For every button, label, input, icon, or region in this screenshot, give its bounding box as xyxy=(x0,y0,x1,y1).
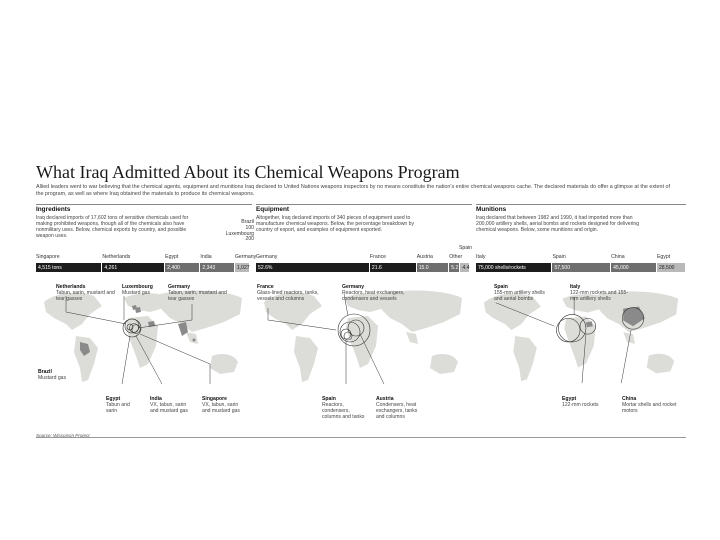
bar-value-label: 2,343 xyxy=(202,265,216,271)
bar-value-label: 28,500 xyxy=(658,265,675,271)
callout-country: Spain xyxy=(494,284,508,290)
callout-detail: Tabun and sarin xyxy=(106,402,130,414)
bar-category-label: India xyxy=(200,254,212,260)
bar-segment-germany xyxy=(235,263,249,272)
callout-detail: Mustard gas xyxy=(38,375,67,381)
bar-value-label: 1,027 xyxy=(236,265,250,271)
callout-detail: Reactors, condensers, columns and tanks xyxy=(322,402,365,420)
bar-category-label: Netherlands xyxy=(102,254,131,260)
bar-category-label: France xyxy=(369,254,387,260)
callout-detail: 155-mm artillery shells and aerial bombs xyxy=(494,290,545,302)
bar-segment-china xyxy=(611,263,656,272)
munitions-text: Iraq declared that between 1982 and 1990, it had imported more than 200,000 artillery shells, aerial bombs and rockets designed for delivering chemical weapons. Below, some munitions and origin. xyxy=(476,215,640,234)
bar-segment-spain xyxy=(552,263,610,272)
callout-detail: 122-mm rockets and 155-mm artillery shells xyxy=(570,290,629,302)
bar-segment-austria xyxy=(417,263,448,272)
bar-segment-spain xyxy=(460,263,469,272)
bar-category-label: Germany xyxy=(234,254,257,260)
page-title: What Iraq Admitted About its Chemical Weapons Program xyxy=(36,162,460,182)
ingredients-bar-labels xyxy=(36,254,257,262)
callout-germany-ingredients xyxy=(168,284,230,302)
bar-value-label: 15.0 xyxy=(418,265,429,271)
callout-india xyxy=(150,396,194,414)
bar-value-label: 4.4 xyxy=(462,265,470,271)
bar-segment-egypt xyxy=(657,263,685,272)
callout-italy xyxy=(570,284,636,302)
bar-value-label: 75,000 shells/rockets xyxy=(478,265,526,271)
callout-country: Austria xyxy=(376,396,394,402)
callout-detail: Mortar shells and rocket motors xyxy=(622,402,677,414)
bar-segment-other xyxy=(449,263,459,272)
callout-detail: Tabun, sarin, mustard and tear gasses xyxy=(168,290,227,302)
bar-segment-germany xyxy=(256,263,369,272)
callout-brazil xyxy=(38,369,78,381)
callout-country: China xyxy=(622,396,637,402)
munitions-section xyxy=(476,204,686,233)
bar-value-label: 4,261 xyxy=(104,265,118,271)
callout-austria xyxy=(376,396,426,420)
bottom-rule xyxy=(36,437,686,438)
callout-detail: Tabun, sarin, mustard and tear gasses xyxy=(56,290,115,302)
equipment-bar-labels xyxy=(256,254,470,262)
source-note: Source: Wisconsin Project xyxy=(36,433,90,438)
callout-country: France xyxy=(257,284,274,290)
callout-luxembourg xyxy=(122,284,166,296)
callout-spain-equipment xyxy=(322,396,368,420)
bar-segment-netherlands xyxy=(102,263,164,272)
callout-singapore xyxy=(202,396,246,414)
equipment-bar xyxy=(256,263,470,272)
bar-category-label: Italy xyxy=(476,254,486,260)
map-landmass xyxy=(484,291,678,381)
bar-value-label: 21.6 xyxy=(371,265,382,271)
callout-detail: VX, tabun, sarin and mustard gas xyxy=(150,402,188,414)
callout-china xyxy=(622,396,682,414)
bar-segment-singapore xyxy=(36,263,101,272)
bar-category-label: Egypt xyxy=(165,254,179,260)
callout-egypt-ingredients xyxy=(106,396,140,414)
bar-value-label: 57,500 xyxy=(554,265,571,271)
callout-detail: Condensers, heat exchangers, tanks and columns xyxy=(376,402,418,420)
bar-segment-egypt xyxy=(165,263,199,272)
bar-value-label: 52.6% xyxy=(258,265,273,271)
ingredients-heading: Ingredients xyxy=(36,204,252,213)
equipment-section xyxy=(256,204,472,233)
callout-country: Egypt xyxy=(106,396,121,402)
munitions-bar xyxy=(476,263,686,272)
bar-value-label: 2,400 xyxy=(167,265,180,271)
bar-category-label: Austria xyxy=(416,254,433,260)
callout-country: Luxembourg xyxy=(122,284,153,290)
callout-country: Brazil xyxy=(38,369,52,375)
callout-netherlands xyxy=(56,284,116,302)
ingredients-other-note: Brazil 100 Luxembourg 200 xyxy=(225,219,254,243)
germany-shape xyxy=(135,307,141,313)
egypt-shape xyxy=(586,321,593,327)
callout-germany-equipment xyxy=(342,284,414,302)
callout-country: Singapore xyxy=(202,396,227,402)
callout-country: Germany xyxy=(168,284,191,290)
bar-value-label: 5.2 xyxy=(451,265,459,271)
callout-france xyxy=(257,284,327,302)
callout-detail: Glass-lined reactors, tanks, vessels and columns xyxy=(257,290,319,302)
callout-detail: Reactors, heat exchangers, condensers and vessels xyxy=(342,290,405,302)
singapore-shape xyxy=(193,339,196,342)
equipment-text: Altogether, Iraq declared imports of 340 pieces of equipment used to manufacture chemical weapons. Below, the percentage breakdown by country of export, and examples of equipment exported. xyxy=(256,215,415,234)
callout-egypt-munitions xyxy=(562,396,612,408)
bar-segment-italy xyxy=(476,263,551,272)
callout-country: Germany xyxy=(342,284,365,290)
callout-country: Spain xyxy=(322,396,336,402)
callout-country: Italy xyxy=(570,284,581,290)
bar-value-label: 45,000 xyxy=(613,265,629,271)
bar-segment-india xyxy=(200,263,233,272)
callout-detail: VX, tabun, sarin and mustard gas xyxy=(202,402,240,414)
ingredients-text: Iraq declared imports of 17,602 tons of sensitive chemicals used for making prohibited weapons, though all of the chemicals also have nonmilitary uses. Below, chemical exports by country, and possible weapon uses. xyxy=(36,215,189,240)
equipment-heading: Equipment xyxy=(256,204,472,213)
bar-category-label: China xyxy=(611,254,625,260)
callout-country: Egypt xyxy=(562,396,577,402)
bar-segment-france xyxy=(370,263,416,272)
bar-category-label: Spain xyxy=(552,254,566,260)
bar-category-label: Egypt xyxy=(656,254,671,260)
bar-category-label: Other xyxy=(449,254,463,260)
callout-spain-munitions xyxy=(494,284,554,302)
munitions-heading: Munitions xyxy=(476,204,686,213)
equipment-spain-label: Spain xyxy=(458,245,472,251)
callout-country: Netherlands xyxy=(56,284,86,290)
bar-value-label: 4,515 tons xyxy=(38,265,62,271)
intro-text: Allied leaders went to war believing that the chemical agents, equipment and munitions Iraq declared to United Nations weapons inspectors by no means constitute the nation's entire chemical weapons cache. The declared materials do offer a glimpse at the extent of the program, as well as where Iraq obtained the materials to produce its chemical weapons. xyxy=(36,184,670,197)
callout-detail: 122-mm rockets xyxy=(562,402,599,408)
ingredients-bar xyxy=(36,263,250,272)
munitions-bar-labels xyxy=(476,254,686,262)
bar-category-label: Germany xyxy=(256,254,278,260)
callout-detail: Mustard gas xyxy=(122,290,151,296)
callout-country: India xyxy=(150,396,162,402)
bar-category-label: Singapore xyxy=(36,254,60,260)
map-landmass xyxy=(264,291,462,382)
